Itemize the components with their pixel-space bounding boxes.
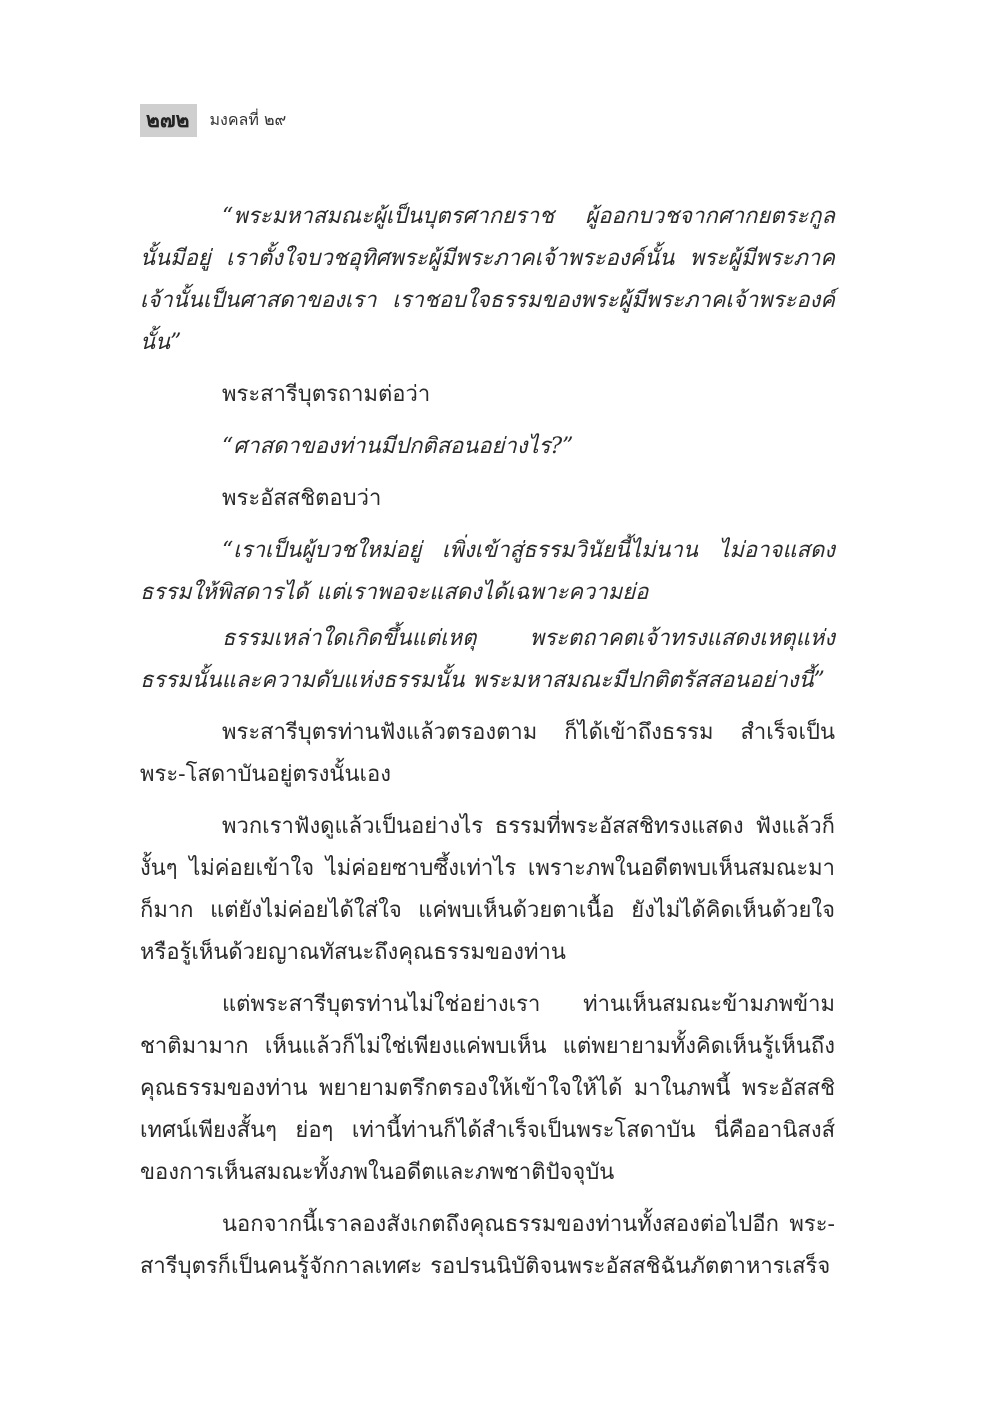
quote-paragraph: “พระมหาสมณะผู้เป็นบุตรศากยราช ผู้ออกบวชจากศากยตระกูลนั้นมีอยู่ เราตั้งใจบวชอุทิศพระผู้มีพระภาคเจ้าพระองค์นั้น พระผู้มีพระภาคเจ้านั้นเป็นศาสดาของเรา เราชอบใจธรรมของพระผู้มีพระภาคเจ้าพระองค์นั้น” [140, 204, 835, 355]
page-header [140, 104, 286, 136]
paragraph: พระสารีบุตรท่านฟังแล้วตรองตาม ก็ได้เข้าถึงธรรม สำเร็จเป็นพระ-โสดาบันอยู่ตรงนั้นเอง [140, 720, 835, 787]
quote-paragraph: “ศาสดาของท่านมีปกติสอนอย่างไร?” [222, 434, 574, 459]
quote-paragraph: ธรรมเหล่าใดเกิดขึ้นแต่เหตุ พระตถาคตเจ้าทรงแสดงเหตุแห่งธรรมนั้นและความดับแห่งธรรมนั้น พระมหาสมณะมีปกติตรัสสอนอย่างนี้” [140, 626, 835, 693]
paragraph: พระอัสสชิตอบว่า [222, 486, 382, 511]
paragraph: พวกเราฟังดูแล้วเป็นอย่างไร ธรรมที่พระอัสสชิทรงแสดง ฟังแล้วก็งั้นๆ ไม่ค่อยเข้าใจ ไม่ค่อยซาบซึ้งเท่าไร เพราะภพในอดีตพบเห็นสมณะมาก็มาก แต่ยังไม่ค่อยได้ใส่ใจ แค่พบเห็นด้วยตาเนื้อ ยังไม่ได้คิดเห็นด้วยใจ หรือรู้เห็นด้วยญาณทัสนะถึงคุณธรรมของท่าน [140, 814, 835, 965]
running-head: มงคลที่ ๒๙ [209, 109, 287, 129]
paragraph: พระสารีบุตรถามต่อว่า [222, 382, 431, 407]
page-number: ๒๗๒ [140, 104, 197, 137]
quote-paragraph: “เราเป็นผู้บวชใหม่อยู่ เพิ่งเข้าสู่ธรรมวินัยนี้ไม่นาน ไม่อาจแสดงธรรมให้พิสดารได้ แต่เราพอจะแสดงได้เฉพาะความย่อ [140, 538, 835, 605]
paragraph: แต่พระสารีบุตรท่านไม่ใช่อย่างเรา ท่านเห็นสมณะข้ามภพข้ามชาติมามาก เห็นแล้วก็ไม่ใช่เพียงแค่พบเห็น แต่พยายามทั้งคิดเห็นรู้เห็นถึงคุณธรรมของท่าน พยายามตรึกตรองให้เข้าใจให้ได้ มาในภพนี้ พระอัสสชิเทศน์เพียงสั้นๆ ย่อๆ เท่านี้ท่านก็ได้สำเร็จเป็นพระโสดาบัน นี่คืออานิสงส์ของการเห็นสมณะทั้งภพในอดีตและภพชาติปัจจุบัน [140, 992, 835, 1185]
body-text [140, 196, 835, 1298]
paragraph: นอกจากนี้เราลองสังเกตถึงคุณธรรมของท่านทั้งสองต่อไปอีก พระ-สารีบุตรก็เป็นคนรู้จักกาลเทศะ รอปรนนิบัติจนพระอัสสชิฉันภัตตาหารเสร็จ [140, 1212, 835, 1279]
